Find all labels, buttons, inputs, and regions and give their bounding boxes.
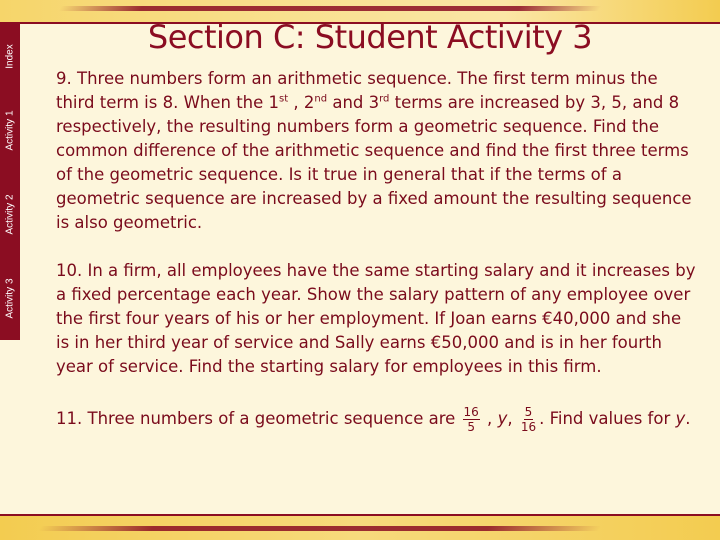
q11-variable-y: y xyxy=(497,409,508,428)
q11-variable-y-2: y xyxy=(675,409,686,428)
q11-separator-2: , xyxy=(507,409,518,428)
tab-activity-1[interactable] xyxy=(0,88,20,173)
q11-frac2-numerator: 5 xyxy=(524,405,533,419)
q9-text-4: terms are increased by 3, 5, and 8 respectively, the resulting numbers form a geometric sequence. Find the common difference of the arithmetic sequence and find the first three terms of the geometric sequence. Is it true in general that if the terms of a geometric sequence are increased by a fixed amount the resulting sequence is also geometric. xyxy=(56,93,692,232)
q9-sup-st: st xyxy=(279,93,289,105)
tab-activity-1-label: Activity 1 xyxy=(4,109,16,151)
tab-activity-3[interactable] xyxy=(0,256,20,341)
q9-text-2: , 2 xyxy=(288,93,315,112)
q11-fraction-16-over-5 xyxy=(463,405,480,434)
page-title: Section C: Student Activity 3 xyxy=(147,18,593,56)
q9-text-3: and 3 xyxy=(327,93,380,112)
q9-sup-nd: nd xyxy=(314,93,328,105)
q11-text-2: . Find values for xyxy=(539,409,676,428)
tab-activity-2-label: Activity 2 xyxy=(4,193,16,235)
tab-index[interactable] xyxy=(0,24,20,89)
q9-sup-rd: rd xyxy=(379,93,390,105)
q11-fraction-5-over-16 xyxy=(520,405,537,434)
bottom-band-streak xyxy=(39,526,602,531)
q11-frac1-numerator: 16 xyxy=(463,405,479,419)
q11-separator-1: , xyxy=(481,409,498,428)
q11-frac1-denominator: 5 xyxy=(467,420,475,434)
top-band-streak xyxy=(59,6,602,11)
q11-frac2-denominator: 16 xyxy=(520,420,537,434)
q11-text-1: 11. Three numbers of a geometric sequence are xyxy=(56,409,461,428)
question-10 xyxy=(56,259,696,379)
question-11 xyxy=(56,405,696,434)
question-9 xyxy=(56,67,696,235)
bottom-decorative-band xyxy=(0,514,720,540)
tab-activity-2[interactable] xyxy=(0,172,20,257)
tab-activity-3-label: Activity 3 xyxy=(4,277,16,319)
tab-index-label: Index xyxy=(4,43,16,69)
q11-end: . xyxy=(685,409,691,428)
q10-text: 10. In a firm, all employees have the same starting salary and it increases by a fixed percentage each year. Show the salary pattern of any employee over the first four years of his or her employment. If Joan earns €40,000 and she is in her third year of service and Sally earns €50,000 and is in her fourth year of service. Find the starting salary for employees in this firm. xyxy=(56,261,696,376)
q9-text-1: 9. Three numbers form an arithmetic sequence. The first term minus the third term is 8. When the 1 xyxy=(56,69,658,112)
